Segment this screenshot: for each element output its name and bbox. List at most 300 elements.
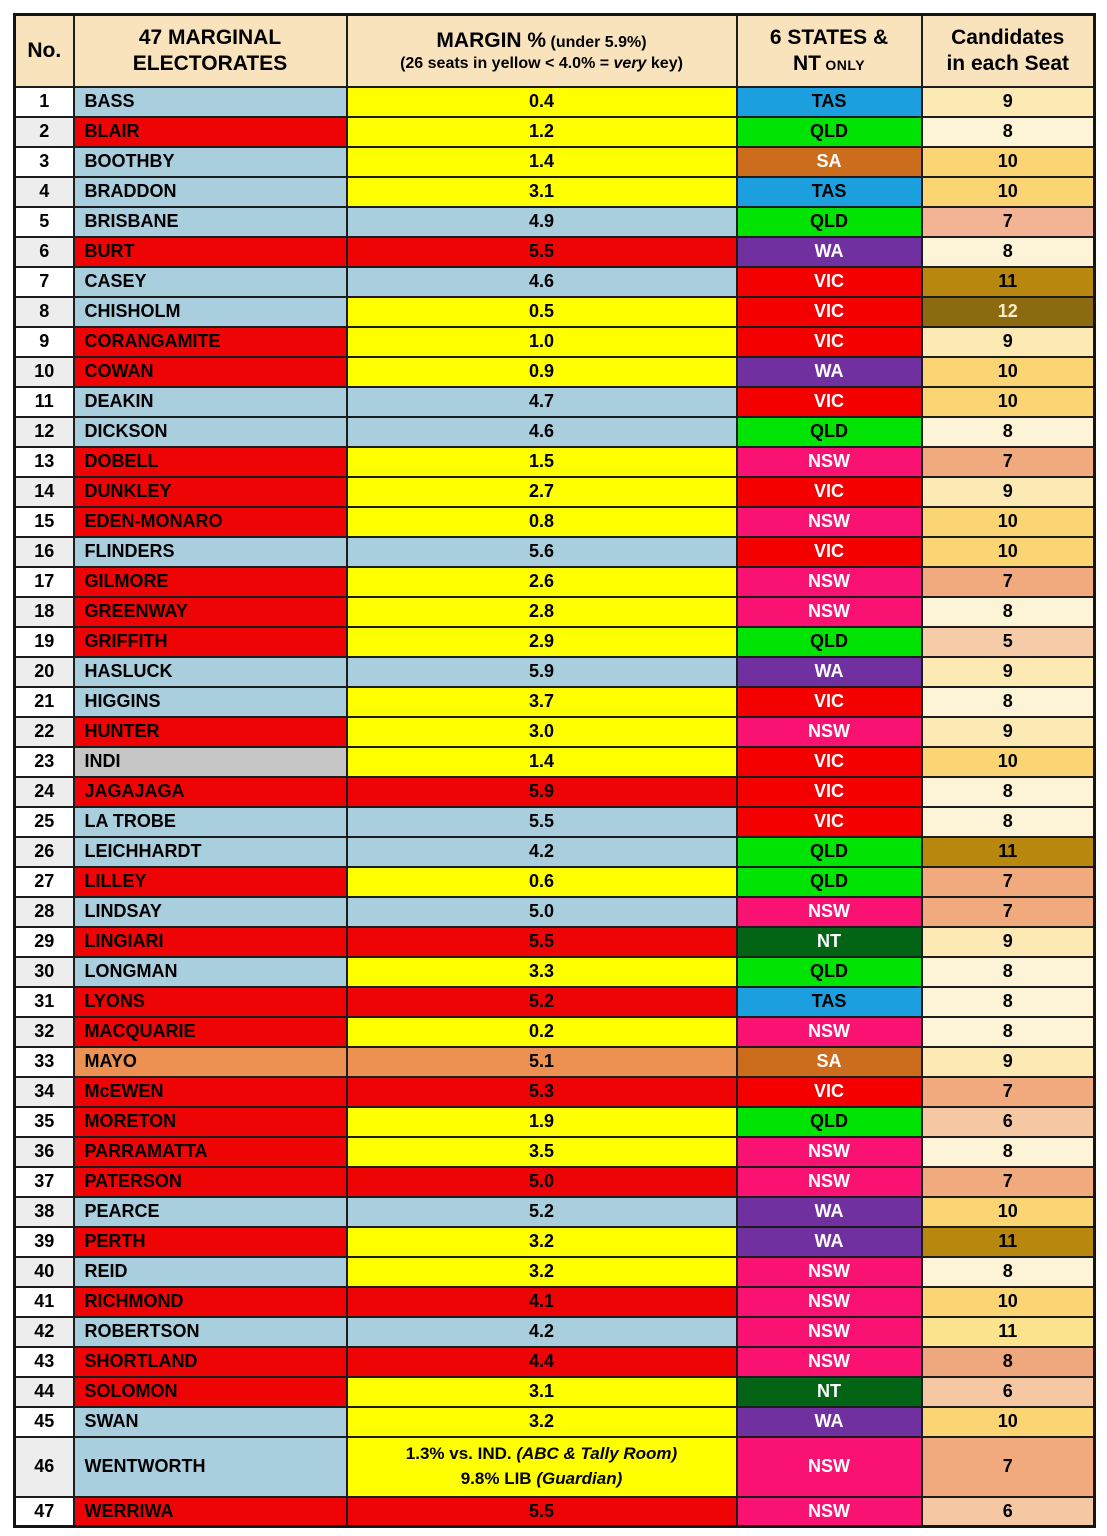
candidates-cell: 9 bbox=[922, 87, 1095, 117]
candidates-cell: 8 bbox=[922, 1137, 1095, 1167]
candidates-cell: 7 bbox=[922, 207, 1095, 237]
row-number-cell: 11 bbox=[15, 387, 74, 417]
electorate-cell: SHORTLAND bbox=[74, 1347, 347, 1377]
electorate-cell: HASLUCK bbox=[74, 657, 347, 687]
electorate-cell: GREENWAY bbox=[74, 597, 347, 627]
electorate-cell: WENTWORTH bbox=[74, 1437, 347, 1497]
candidates-cell: 7 bbox=[922, 1077, 1095, 1107]
margin-cell: 5.0 bbox=[347, 1167, 737, 1197]
electorate-cell: DOBELL bbox=[74, 447, 347, 477]
table-row bbox=[15, 627, 1095, 657]
row-number-cell: 7 bbox=[15, 267, 74, 297]
row-number-cell: 20 bbox=[15, 657, 74, 687]
table-row bbox=[15, 777, 1095, 807]
candidates-cell: 9 bbox=[922, 1047, 1095, 1077]
electorate-cell: REID bbox=[74, 1257, 347, 1287]
state-cell: NSW bbox=[737, 1287, 922, 1317]
candidates-cell: 6 bbox=[922, 1497, 1095, 1527]
table-row bbox=[15, 567, 1095, 597]
margin-cell: 2.6 bbox=[347, 567, 737, 597]
row-number-cell: 28 bbox=[15, 897, 74, 927]
electorate-cell: WERRIWA bbox=[74, 1497, 347, 1527]
state-cell: NSW bbox=[737, 447, 922, 477]
table-row bbox=[15, 597, 1095, 627]
margin-cell: 1.4 bbox=[347, 747, 737, 777]
row-number-cell: 25 bbox=[15, 807, 74, 837]
margin-cell: 5.9 bbox=[347, 657, 737, 687]
candidates-cell: 10 bbox=[922, 1197, 1095, 1227]
margin-cell: 0.4 bbox=[347, 87, 737, 117]
state-cell: TAS bbox=[737, 987, 922, 1017]
margin-cell: 5.1 bbox=[347, 1047, 737, 1077]
margin-cell: 1.2 bbox=[347, 117, 737, 147]
header-no-label: No. bbox=[27, 38, 62, 62]
row-number-cell: 6 bbox=[15, 237, 74, 267]
header-margin-note: (26 seats in yellow < 4.0% = very key) bbox=[400, 54, 683, 72]
margin-cell: 1.4 bbox=[347, 147, 737, 177]
margin-cell: 5.2 bbox=[347, 1197, 737, 1227]
table-row bbox=[15, 507, 1095, 537]
row-number-cell: 43 bbox=[15, 1347, 74, 1377]
margin-cell: 4.2 bbox=[347, 1317, 737, 1347]
state-cell: NSW bbox=[737, 1017, 922, 1047]
state-cell: WA bbox=[737, 357, 922, 387]
table-row bbox=[15, 1317, 1095, 1347]
candidates-cell: 9 bbox=[922, 477, 1095, 507]
state-cell: NT bbox=[737, 927, 922, 957]
row-number-cell: 32 bbox=[15, 1017, 74, 1047]
state-cell: VIC bbox=[737, 687, 922, 717]
candidates-cell: 8 bbox=[922, 1347, 1095, 1377]
table-row bbox=[15, 1347, 1095, 1377]
electorate-cell: LILLEY bbox=[74, 867, 347, 897]
electorate-cell: LYONS bbox=[74, 987, 347, 1017]
table-row bbox=[15, 1047, 1095, 1077]
electorate-cell: PARRAMATTA bbox=[74, 1137, 347, 1167]
table-row bbox=[15, 537, 1095, 567]
candidates-cell: 11 bbox=[922, 267, 1095, 297]
state-cell: QLD bbox=[737, 957, 922, 987]
candidates-cell: 7 bbox=[922, 447, 1095, 477]
margin-cell: 5.5 bbox=[347, 927, 737, 957]
row-number-cell: 2 bbox=[15, 117, 74, 147]
electorate-cell: ROBERTSON bbox=[74, 1317, 347, 1347]
header-candidates bbox=[922, 15, 1095, 87]
candidates-cell: 7 bbox=[922, 867, 1095, 897]
state-cell: VIC bbox=[737, 477, 922, 507]
table-row bbox=[15, 1167, 1095, 1197]
table-row bbox=[15, 147, 1095, 177]
electorate-cell: PATERSON bbox=[74, 1167, 347, 1197]
header-candidates-line1: Candidates bbox=[951, 25, 1065, 49]
electorate-cell: MACQUARIE bbox=[74, 1017, 347, 1047]
electorate-cell: LINDSAY bbox=[74, 897, 347, 927]
electorate-cell: BASS bbox=[74, 87, 347, 117]
margin-cell: 3.0 bbox=[347, 717, 737, 747]
margin-cell: 5.5 bbox=[347, 1497, 737, 1527]
row-number-cell: 4 bbox=[15, 177, 74, 207]
candidates-cell: 9 bbox=[922, 927, 1095, 957]
table-row bbox=[15, 1197, 1095, 1227]
row-number-cell: 37 bbox=[15, 1167, 74, 1197]
state-cell: VIC bbox=[737, 537, 922, 567]
state-cell: NSW bbox=[737, 1347, 922, 1377]
row-number-cell: 42 bbox=[15, 1317, 74, 1347]
state-cell: TAS bbox=[737, 87, 922, 117]
candidates-cell: 7 bbox=[922, 897, 1095, 927]
candidates-cell: 11 bbox=[922, 1317, 1095, 1347]
header-electorates bbox=[74, 15, 347, 87]
header-no bbox=[15, 15, 74, 87]
table-row bbox=[15, 867, 1095, 897]
candidates-cell: 11 bbox=[922, 1227, 1095, 1257]
state-cell: VIC bbox=[737, 267, 922, 297]
state-cell: SA bbox=[737, 1047, 922, 1077]
electorate-cell: MAYO bbox=[74, 1047, 347, 1077]
table-row bbox=[15, 987, 1095, 1017]
row-number-cell: 9 bbox=[15, 327, 74, 357]
state-cell: NSW bbox=[737, 567, 922, 597]
margin-cell: 0.9 bbox=[347, 357, 737, 387]
margin-cell: 5.3 bbox=[347, 1077, 737, 1107]
row-number-cell: 40 bbox=[15, 1257, 74, 1287]
electorate-cell: HUNTER bbox=[74, 717, 347, 747]
electorate-cell: DUNKLEY bbox=[74, 477, 347, 507]
header-states-line2: NT ONLY bbox=[792, 51, 866, 75]
candidates-cell: 8 bbox=[922, 237, 1095, 267]
state-cell: SA bbox=[737, 147, 922, 177]
table-body bbox=[15, 87, 1095, 1527]
margin-cell: 4.7 bbox=[347, 387, 737, 417]
electorate-cell: FLINDERS bbox=[74, 537, 347, 567]
row-number-cell: 39 bbox=[15, 1227, 74, 1257]
candidates-cell: 10 bbox=[922, 147, 1095, 177]
state-cell: QLD bbox=[737, 417, 922, 447]
state-cell: VIC bbox=[737, 327, 922, 357]
candidates-cell: 8 bbox=[922, 777, 1095, 807]
table-header bbox=[15, 15, 1095, 87]
marginal-seats-table bbox=[13, 13, 1096, 1528]
table-row bbox=[15, 207, 1095, 237]
candidates-cell: 6 bbox=[922, 1107, 1095, 1137]
state-cell: QLD bbox=[737, 1107, 922, 1137]
margin-cell: 3.7 bbox=[347, 687, 737, 717]
state-cell: VIC bbox=[737, 807, 922, 837]
state-cell: QLD bbox=[737, 867, 922, 897]
row-number-cell: 31 bbox=[15, 987, 74, 1017]
row-number-cell: 8 bbox=[15, 297, 74, 327]
candidates-cell: 8 bbox=[922, 807, 1095, 837]
electorate-cell: SOLOMON bbox=[74, 1377, 347, 1407]
electorate-cell: CORANGAMITE bbox=[74, 327, 347, 357]
state-cell: NSW bbox=[737, 507, 922, 537]
electorate-cell: CASEY bbox=[74, 267, 347, 297]
table-row bbox=[15, 717, 1095, 747]
margin-cell: 4.2 bbox=[347, 837, 737, 867]
header-states bbox=[737, 15, 922, 87]
margin-cell: 4.6 bbox=[347, 267, 737, 297]
electorate-cell: SWAN bbox=[74, 1407, 347, 1437]
state-cell: QLD bbox=[737, 837, 922, 867]
electorate-cell: JAGAJAGA bbox=[74, 777, 347, 807]
row-number-cell: 46 bbox=[15, 1437, 74, 1497]
margin-cell: 3.2 bbox=[347, 1257, 737, 1287]
electorate-cell: LINGIARI bbox=[74, 927, 347, 957]
state-cell: NSW bbox=[737, 717, 922, 747]
row-number-cell: 26 bbox=[15, 837, 74, 867]
margin-cell: 3.2 bbox=[347, 1227, 737, 1257]
electorate-cell: GRIFFITH bbox=[74, 627, 347, 657]
candidates-cell: 7 bbox=[922, 1167, 1095, 1197]
electorate-cell: LONGMAN bbox=[74, 957, 347, 987]
row-number-cell: 38 bbox=[15, 1197, 74, 1227]
state-cell: WA bbox=[737, 1227, 922, 1257]
margin-cell: 2.8 bbox=[347, 597, 737, 627]
electorate-cell: BURT bbox=[74, 237, 347, 267]
electorate-cell: COWAN bbox=[74, 357, 347, 387]
row-number-cell: 17 bbox=[15, 567, 74, 597]
margin-cell: 4.6 bbox=[347, 417, 737, 447]
electorate-cell: McEWEN bbox=[74, 1077, 347, 1107]
electorate-cell: GILMORE bbox=[74, 567, 347, 597]
candidates-cell: 7 bbox=[922, 567, 1095, 597]
margin-cell: 0.2 bbox=[347, 1017, 737, 1047]
state-cell: VIC bbox=[737, 1077, 922, 1107]
margin-note-line: 9.8% LIB (Guardian) bbox=[460, 1468, 623, 1488]
table-row bbox=[15, 1257, 1095, 1287]
margin-cell: 0.8 bbox=[347, 507, 737, 537]
row-number-cell: 41 bbox=[15, 1287, 74, 1317]
table-row bbox=[15, 1497, 1095, 1527]
state-cell: TAS bbox=[737, 177, 922, 207]
margin-cell: 3.3 bbox=[347, 957, 737, 987]
row-number-cell: 27 bbox=[15, 867, 74, 897]
table-row bbox=[15, 927, 1095, 957]
row-number-cell: 36 bbox=[15, 1137, 74, 1167]
table-row bbox=[15, 1017, 1095, 1047]
table-row bbox=[15, 327, 1095, 357]
table-row bbox=[15, 1377, 1095, 1407]
candidates-cell: 10 bbox=[922, 177, 1095, 207]
electorate-cell: CHISHOLM bbox=[74, 297, 347, 327]
table-row bbox=[15, 1407, 1095, 1437]
margin-cell: 3.5 bbox=[347, 1137, 737, 1167]
candidates-cell: 8 bbox=[922, 1257, 1095, 1287]
row-number-cell: 16 bbox=[15, 537, 74, 567]
row-number-cell: 13 bbox=[15, 447, 74, 477]
candidates-cell: 8 bbox=[922, 597, 1095, 627]
candidates-cell: 10 bbox=[922, 507, 1095, 537]
state-cell: NSW bbox=[737, 1437, 922, 1497]
row-number-cell: 47 bbox=[15, 1497, 74, 1527]
state-cell: VIC bbox=[737, 777, 922, 807]
state-cell: NSW bbox=[737, 1257, 922, 1287]
state-cell: WA bbox=[737, 237, 922, 267]
row-number-cell: 21 bbox=[15, 687, 74, 717]
state-cell: VIC bbox=[737, 747, 922, 777]
row-number-cell: 12 bbox=[15, 417, 74, 447]
row-number-cell: 45 bbox=[15, 1407, 74, 1437]
margin-cell: 1.0 bbox=[347, 327, 737, 357]
margin-cell: 4.1 bbox=[347, 1287, 737, 1317]
table-row bbox=[15, 837, 1095, 867]
row-number-cell: 10 bbox=[15, 357, 74, 387]
state-cell: QLD bbox=[737, 117, 922, 147]
margin-cell: 4.4 bbox=[347, 1347, 737, 1377]
state-cell: WA bbox=[737, 1407, 922, 1437]
row-number-cell: 1 bbox=[15, 87, 74, 117]
margin-cell: 5.5 bbox=[347, 237, 737, 267]
margin-cell: 5.9 bbox=[347, 777, 737, 807]
candidates-cell: 9 bbox=[922, 327, 1095, 357]
table-row bbox=[15, 1077, 1095, 1107]
table-row bbox=[15, 1137, 1095, 1167]
margin-cell: 5.5 bbox=[347, 807, 737, 837]
margin-cell: 5.6 bbox=[347, 537, 737, 567]
margin-cell: 0.6 bbox=[347, 867, 737, 897]
table-row bbox=[15, 1437, 1095, 1497]
table-row bbox=[15, 657, 1095, 687]
margin-cell: 2.9 bbox=[347, 627, 737, 657]
candidates-cell: 8 bbox=[922, 417, 1095, 447]
header-margin bbox=[347, 15, 737, 87]
state-cell: NT bbox=[737, 1377, 922, 1407]
table-row bbox=[15, 417, 1095, 447]
candidates-cell: 12 bbox=[922, 297, 1095, 327]
row-number-cell: 3 bbox=[15, 147, 74, 177]
margin-cell: 1.5 bbox=[347, 447, 737, 477]
header-candidates-line2: in each Seat bbox=[946, 51, 1070, 75]
table-row bbox=[15, 447, 1095, 477]
table-row bbox=[15, 807, 1095, 837]
row-number-cell: 35 bbox=[15, 1107, 74, 1137]
row-number-cell: 18 bbox=[15, 597, 74, 627]
table-row bbox=[15, 957, 1095, 987]
candidates-cell: 10 bbox=[922, 537, 1095, 567]
row-number-cell: 19 bbox=[15, 627, 74, 657]
table-row bbox=[15, 357, 1095, 387]
state-cell: VIC bbox=[737, 297, 922, 327]
margin-cell: 3.2 bbox=[347, 1407, 737, 1437]
electorate-cell: BRADDON bbox=[74, 177, 347, 207]
header-states-line1: 6 STATES & bbox=[769, 25, 889, 49]
state-cell: WA bbox=[737, 1197, 922, 1227]
table-row bbox=[15, 297, 1095, 327]
candidates-cell: 9 bbox=[922, 657, 1095, 687]
candidates-cell: 8 bbox=[922, 117, 1095, 147]
candidates-cell: 10 bbox=[922, 747, 1095, 777]
header-electorates-line2: ELECTORATES bbox=[132, 51, 288, 75]
margin-cell bbox=[347, 1437, 737, 1497]
margin-cell: 0.5 bbox=[347, 297, 737, 327]
row-number-cell: 44 bbox=[15, 1377, 74, 1407]
electorate-cell: BLAIR bbox=[74, 117, 347, 147]
state-cell: NSW bbox=[737, 897, 922, 927]
candidates-cell: 8 bbox=[922, 687, 1095, 717]
electorate-cell: PERTH bbox=[74, 1227, 347, 1257]
state-cell: NSW bbox=[737, 1497, 922, 1527]
electorate-cell: DICKSON bbox=[74, 417, 347, 447]
row-number-cell: 5 bbox=[15, 207, 74, 237]
candidates-cell: 6 bbox=[922, 1377, 1095, 1407]
candidates-cell: 10 bbox=[922, 357, 1095, 387]
candidates-cell: 7 bbox=[922, 1437, 1095, 1497]
row-number-cell: 24 bbox=[15, 777, 74, 807]
state-cell: NSW bbox=[737, 597, 922, 627]
electorate-cell: HIGGINS bbox=[74, 687, 347, 717]
row-number-cell: 15 bbox=[15, 507, 74, 537]
header-margin-title-line: MARGIN % (under 5.9%) bbox=[436, 28, 647, 52]
table-row bbox=[15, 477, 1095, 507]
electorate-cell: BRISBANE bbox=[74, 207, 347, 237]
row-number-cell: 29 bbox=[15, 927, 74, 957]
state-cell: QLD bbox=[737, 207, 922, 237]
table-row bbox=[15, 117, 1095, 147]
candidates-cell: 10 bbox=[922, 387, 1095, 417]
table-row bbox=[15, 1287, 1095, 1317]
candidates-cell: 8 bbox=[922, 987, 1095, 1017]
header-row bbox=[15, 15, 1095, 87]
candidates-cell: 9 bbox=[922, 717, 1095, 747]
margin-cell: 5.2 bbox=[347, 987, 737, 1017]
table-row bbox=[15, 87, 1095, 117]
candidates-cell: 10 bbox=[922, 1407, 1095, 1437]
row-number-cell: 14 bbox=[15, 477, 74, 507]
electorate-cell: MORETON bbox=[74, 1107, 347, 1137]
candidates-cell: 5 bbox=[922, 627, 1095, 657]
state-cell: NSW bbox=[737, 1167, 922, 1197]
electorate-cell: PEARCE bbox=[74, 1197, 347, 1227]
row-number-cell: 30 bbox=[15, 957, 74, 987]
row-number-cell: 23 bbox=[15, 747, 74, 777]
row-number-cell: 22 bbox=[15, 717, 74, 747]
candidates-cell: 10 bbox=[922, 1287, 1095, 1317]
candidates-cell: 11 bbox=[922, 837, 1095, 867]
electorate-cell: INDI bbox=[74, 747, 347, 777]
table-row bbox=[15, 1227, 1095, 1257]
electorate-cell: LEICHHARDT bbox=[74, 837, 347, 867]
margin-cell: 5.0 bbox=[347, 897, 737, 927]
table-row bbox=[15, 177, 1095, 207]
table-row bbox=[15, 237, 1095, 267]
header-electorates-line1: 47 MARGINAL bbox=[138, 25, 282, 49]
margin-cell: 3.1 bbox=[347, 1377, 737, 1407]
electorate-cell: DEAKIN bbox=[74, 387, 347, 417]
margin-cell: 3.1 bbox=[347, 177, 737, 207]
margin-cell: 2.7 bbox=[347, 477, 737, 507]
state-cell: NSW bbox=[737, 1317, 922, 1347]
table-row bbox=[15, 687, 1095, 717]
margin-note-line: 1.3% vs. IND. (ABC & Tally Room) bbox=[405, 1443, 678, 1463]
electorate-cell: LA TROBE bbox=[74, 807, 347, 837]
state-cell: QLD bbox=[737, 627, 922, 657]
table-row bbox=[15, 897, 1095, 927]
table-row bbox=[15, 1107, 1095, 1137]
table-row bbox=[15, 267, 1095, 297]
electorate-cell: RICHMOND bbox=[74, 1287, 347, 1317]
table-row bbox=[15, 747, 1095, 777]
state-cell: NSW bbox=[737, 1137, 922, 1167]
margin-cell: 4.9 bbox=[347, 207, 737, 237]
table-row bbox=[15, 387, 1095, 417]
state-cell: VIC bbox=[737, 387, 922, 417]
candidates-cell: 8 bbox=[922, 957, 1095, 987]
margin-cell: 1.9 bbox=[347, 1107, 737, 1137]
state-cell: WA bbox=[737, 657, 922, 687]
electorate-cell: BOOTHBY bbox=[74, 147, 347, 177]
candidates-cell: 8 bbox=[922, 1017, 1095, 1047]
row-number-cell: 34 bbox=[15, 1077, 74, 1107]
